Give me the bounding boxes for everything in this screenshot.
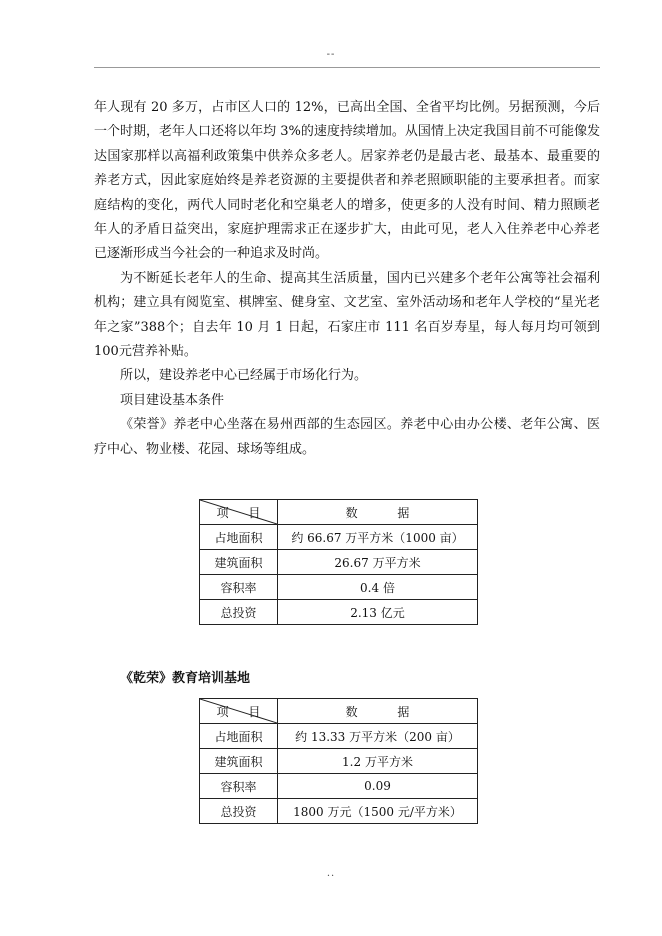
table-row	[200, 724, 478, 749]
table-row-label: 建筑面积	[200, 550, 278, 575]
table-row-label: 占地面积	[200, 525, 278, 550]
page-footer-mark: ..	[326, 868, 336, 879]
paragraph-marketization: 所以，建设养老中心已经属于市场化行为。	[120, 368, 368, 384]
paragraph-basic-conditions-heading: 项目建设基本条件	[120, 392, 225, 408]
table-row-value: 26.67 万平方米	[278, 550, 478, 575]
table-row-label: 占地面积	[200, 724, 278, 749]
paragraph-center-location: 《荣誉》养老中心坐落在易州西部的生态园区。养老中心由办公楼、老年公寓、医疗中心、物业楼、花园、球场等组成。	[94, 417, 600, 457]
training-base-title: 《乾荣》教育培训基地	[120, 671, 251, 686]
table-header-value: 数 据	[345, 505, 428, 520]
table-row-value: 0.4 倍	[278, 575, 478, 600]
table-row	[200, 525, 478, 550]
table-row-value: 约 13.33 万平方米（200 亩）	[278, 724, 478, 749]
table-row-label: 总投资	[200, 799, 278, 824]
table-row-value: 2.13 亿元	[278, 600, 478, 625]
header-rule	[94, 67, 600, 68]
table-row	[200, 575, 478, 600]
table-row-value: 1800 万元（1500 元/平方米）	[278, 799, 478, 824]
table-header-row	[200, 500, 478, 525]
table-row	[200, 749, 478, 774]
table-row	[200, 550, 478, 575]
elderly-center-data-table	[199, 499, 478, 625]
page-header-mark: --	[326, 49, 336, 60]
table-header-value-cell	[278, 699, 478, 724]
table-header-row	[200, 699, 478, 724]
table-header-value-cell	[278, 500, 478, 525]
training-base-data-table	[199, 698, 478, 824]
table-header-item-cell	[200, 699, 278, 724]
table-row-label: 建筑面积	[200, 749, 278, 774]
table-row	[200, 774, 478, 799]
table-row-value: 0.09	[278, 774, 478, 799]
body-text	[94, 96, 600, 462]
table-row-label: 容积率	[200, 575, 278, 600]
table-header-value: 数 据	[345, 704, 428, 719]
table-header-item-cell	[200, 500, 278, 525]
table-row-label: 容积率	[200, 774, 278, 799]
table-header-item: 项 目	[216, 704, 269, 719]
table-row	[200, 799, 478, 824]
table-row-value: 约 66.67 万平方米（1000 亩）	[278, 525, 478, 550]
paragraph-elderly-population: 年人现有 20 多万，占市区人口的 12%，已高出全国、全省平均比例。另据预测，今后一个时期，老年人口还将以年均 3%的速度持续增加。从国情上决定我国目前不可能像发达国家那样以高福利政策集中供养众多老人。居家养老仍是最古老、最基本、最重要的养老方式，因此家庭始终是养老资源的主要提供者和养老照顾职能的主要承担者。而家庭结构的变化，两代人同时老化和空巢老人的增多，使更多的人没有时间、精力照顾老年人的矛盾日益突出，家庭护理需求正在逐步扩大，由此可见，老人入住养老中心养老已逐渐形成当今社会的一种追求及时尚。	[94, 100, 600, 262]
table-row	[200, 600, 478, 625]
table-row-value: 1.2 万平方米	[278, 749, 478, 774]
table-row-label: 总投资	[200, 600, 278, 625]
table-header-item: 项 目	[216, 505, 269, 520]
paragraph-welfare-institutions: 为不断延长老年人的生命、提高其生活质量，国内已兴建多个老年公寓等社会福利机构；建立具有阅览室、棋牌室、健身室、文艺室、室外活动场和老年人学校的“星光老年之家”388个；自去年 10 月 1 日起，石家庄市 111 名百岁寿星，每人每月均可领到 100元营养补贴。	[94, 270, 600, 360]
